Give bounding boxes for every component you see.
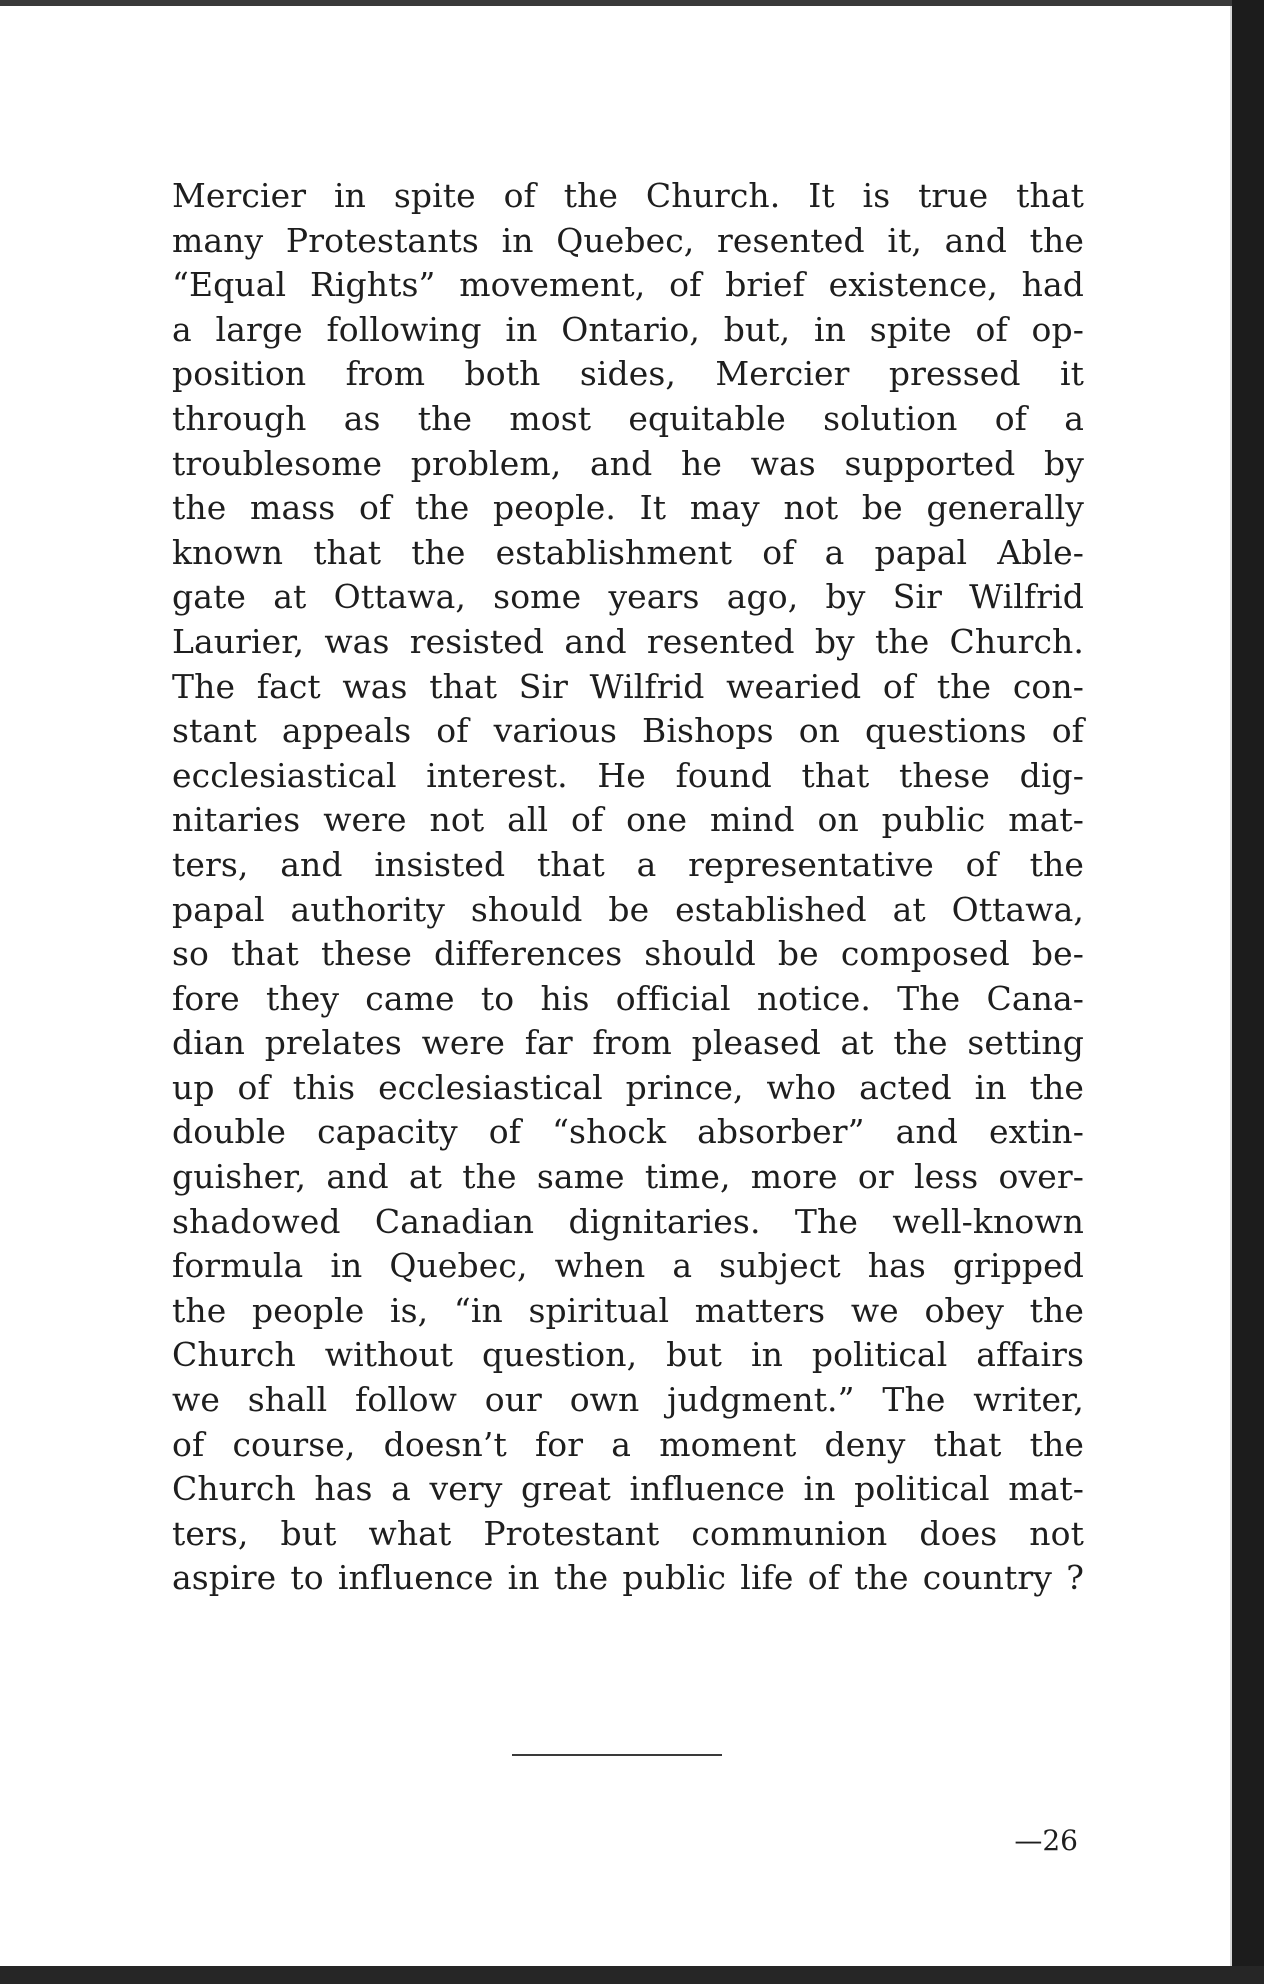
text-line: The fact was that Sir Wilfrid wearied of the con- [172,666,1084,706]
text-line: nitaries were not all of one mind on public mat- [172,800,1084,840]
text-line: guisher, and at the same time, more or less over- [172,1157,1084,1197]
text-line: Mercier in spite of the Church. It is true that [172,176,1084,215]
text-line: shadowed Canadian dignitaries. The well-known [172,1201,1084,1241]
text-line: formula in Quebec, when a subject has gripped [172,1246,1084,1286]
text-line: up of this ecclesiastical prince, who acted in the [172,1067,1084,1107]
body-text [172,174,1084,1601]
text-line: we shall follow our own judgment.” The writer, [172,1380,1084,1420]
text-line: aspire to influence in the public life of the country ? [172,1558,1084,1598]
text-line: gate at Ottawa, some years ago, by Sir Wilfrid [172,577,1084,617]
text-line: stant appeals of various Bishops on questions of [172,711,1084,751]
text-line: dian prelates were far from pleased at the setting [172,1023,1084,1063]
text-line: Church has a very great influence in political mat- [172,1469,1084,1509]
text-line: the people is, “in spiritual matters we obey the [172,1290,1084,1330]
text-line: known that the establishment of a papal Able- [172,532,1084,572]
text-line: of course, doesn’t for a moment deny that the [172,1424,1084,1464]
text-line: a large following in Ontario, but, in spite of op- [172,309,1084,349]
text-line: through as the most equitable solution of a [172,398,1084,438]
text-line: position from both sides, Mercier pressed it [172,354,1084,394]
text-line: papal authority should be established at Ottawa, [172,889,1084,929]
text-line: ters, but what Protestant communion does not [172,1513,1084,1553]
text-line: troublesome problem, and he was supported by [172,443,1084,483]
section-divider [512,1754,722,1756]
text-line: double capacity of “shock absorber” and extin- [172,1112,1084,1152]
text-line: fore they came to his official notice. The Cana- [172,978,1084,1018]
scan-edge-bottom [0,1966,1264,1984]
page-number: —26 [1014,1824,1078,1857]
text-line: many Protestants in Quebec, resented it, and the [172,220,1084,260]
text-line: ecclesiastical interest. He found that these dig- [172,755,1084,795]
text-line: so that these differences should be composed be- [172,934,1084,974]
text-line: the mass of the people. It may not be generally [172,488,1084,528]
book-page [0,6,1232,1966]
scan-edge-right [1232,0,1264,1984]
text-line: Church without question, but in political affairs [172,1335,1084,1375]
text-line: “Equal Rights” movement, of brief existence, had [172,265,1084,305]
text-line: ters, and insisted that a representative of the [172,844,1084,884]
text-line: Laurier, was resisted and resented by the Church. [172,621,1084,661]
